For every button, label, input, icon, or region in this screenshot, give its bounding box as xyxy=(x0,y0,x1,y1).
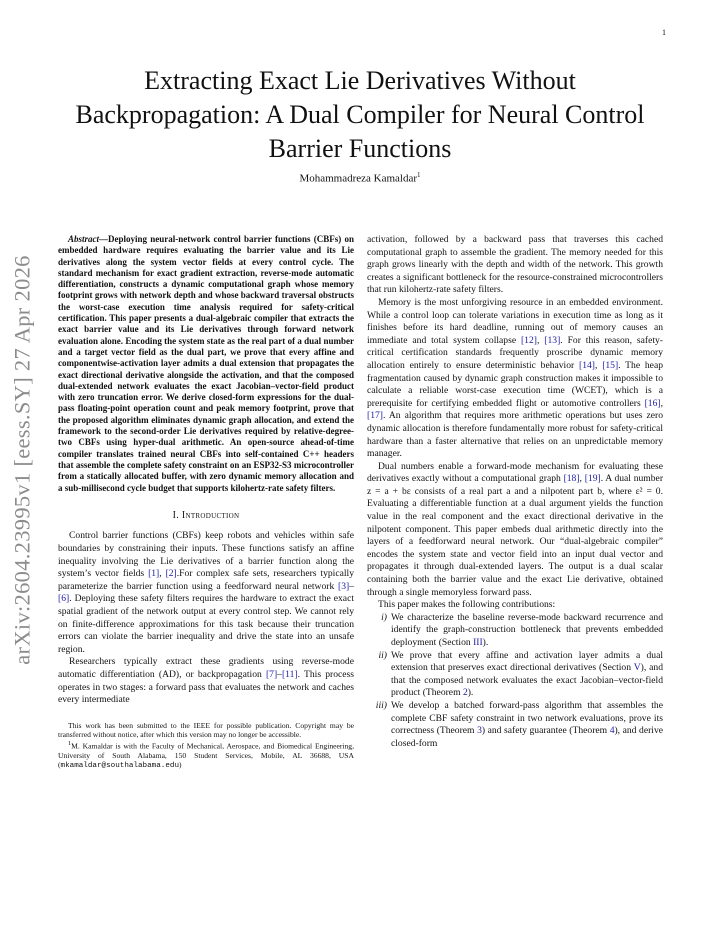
text-run: . Deploying these safety filters requires the hardware to extract the exact spatial gradient of the network output at every control step. We cannot rely on finite-difference approximations for this task because their truncation errors can violate the barrier inequality and drive the state into an unsafe region. xyxy=(58,593,354,655)
text-run: We prove that every affine and activation layer admits a dual extension that preserves exact directional derivatives (Section xyxy=(391,649,663,674)
footnote-affiliation xyxy=(58,739,354,771)
citation-link[interactable]: [18] xyxy=(563,473,580,485)
citation-link[interactable]: [3] xyxy=(338,580,350,592)
citation-link[interactable]: [2] xyxy=(165,568,177,580)
text-run: . For this reason, safety-critical certification standards frequently proscribe dynamic memory allocation entirely to ensure deterministic behavior xyxy=(367,334,663,371)
text-run: – xyxy=(349,580,354,592)
text-run: , xyxy=(579,473,585,485)
contribution-item xyxy=(367,612,663,650)
intro-paragraph-2-continued: activation, followed by a backward pass that traverses this cached computational graph to assemble the gradient. The memory needed for this graph grows linearly with the depth and width of the network. This growth creates a significant bottleneck for the resource-constrained microcontrollers that run kilohertz-rate safety filters. xyxy=(367,234,663,296)
text-run: ). xyxy=(467,687,474,699)
intro-paragraph-2 xyxy=(58,656,354,706)
theorem-link[interactable]: 3 xyxy=(477,725,482,737)
citation-link[interactable]: [11] xyxy=(281,668,298,680)
citation-link[interactable]: [7] xyxy=(265,668,278,680)
text-run: ) and safety guarantee (Theorem xyxy=(481,725,610,737)
text-run: ), and derive closed-form xyxy=(391,725,663,749)
contribution-item xyxy=(367,650,663,700)
text-run: – xyxy=(277,668,282,680)
abstract-text: —Deploying neural-network control barrier functions (CBFs) on embedded hardware requires evaluating the barrier value and its Lie derivatives along the system vector fields at every control cycle. The standard mechanism for exact gradient extraction, reverse-mode automatic differentiation, constructs a dynamic computational graph whose memory footprint grows with network depth and whose backward traversal obstructs the worst-case execution time analysis required for safety-critical certification. This paper presents a dual-algebraic compiler that extracts the exact barrier value and its Lie derivatives through forward network evaluation alone. Encoding the system state as the real part of a dual number and a target vector field as the dual part, we prove that every affine and componentwise-activation layer admits a dual extension that propagates the exact directional derivative alongside the activation, and that the composed dual-extended network evaluates the exact Jacobian–vector-field product with zero truncation error. We derive closed-form expressions for the dual-pass floating-point operation count and peak memory footprint, prove that the proposed algorithm eliminates dynamic graph allocation, and extend the framework to the second-order Lie derivatives required by relative-degree-two CBFs using hyper-dual arithmetic. An open-source ahead-of-time compiler translates trained neural CBFs into self-contained C++ headers that assemble the complete safety constraint on an ESP32-S3 microcontroller from a statically allocated buffer, with zero dynamic memory allocation and a sub-millisecond cycle budget that supports kilohertz-rate safety filters. xyxy=(58,234,354,493)
intro-paragraph-4 xyxy=(367,461,663,600)
intro-paragraph-1 xyxy=(58,530,354,656)
text-run: We develop a batched forward-pass algorithm that assembles the complete CBF safety constraint in two network evaluations, prove its correctness (Theorem xyxy=(391,699,663,737)
citation-link[interactable]: [13] xyxy=(544,334,561,346)
right-column xyxy=(367,234,663,750)
text-run: Memory is the most unforgiving resource in an embedded environment. While a control loop can tolerate variations in execution time as long as it finishes before its hard deadline, running out of memory causes an immediate and total system collapse xyxy=(367,296,663,346)
abstract-label: Abstract xyxy=(68,234,100,244)
text-run: . This process operates in two stages: a forward pass that evaluates the network and caches every intermediate xyxy=(58,668,354,706)
contribution-item xyxy=(367,700,663,750)
list-number: iii) xyxy=(375,699,387,711)
text-run: Dual numbers enable a forward-mode mechanism for evaluating these derivatives exactly without a computational graph xyxy=(367,460,663,485)
text-run: We characterize the baseline reverse-mode backward recurrence and identify the graph-construction bottleneck that prevents embedded deployment (Section xyxy=(391,611,663,648)
text-run: . An algorithm that requires more arithmetic operations but uses zero dynamic allocation is therefore fundamentally more robust for safety-critical hardware than a faster alternative that relies on an unpredictable memory manager. xyxy=(367,410,663,460)
citation-link[interactable]: [17] xyxy=(367,410,383,422)
citation-link[interactable]: [14] xyxy=(579,359,595,371)
intro-paragraph-5: This paper makes the following contributions: xyxy=(378,599,556,611)
list-number: i) xyxy=(381,611,387,623)
arxiv-stamp xyxy=(4,250,42,670)
author-line xyxy=(60,171,660,185)
author-name: Mohammadreza Kamaldar xyxy=(299,172,418,185)
citation-link[interactable]: [6] xyxy=(58,593,70,605)
citation-link[interactable]: [12] xyxy=(520,334,537,346)
text-run: M. Kamaldar is with the Faculty of Mechanical, Aerospace, and Biomedical Engineering, University of South Alabama, 150 Student Services, Mobile, AL 36688, USA ( xyxy=(58,741,354,770)
text-run: , xyxy=(536,334,545,346)
text-run: .For complex safe sets, researchers typically parameterize the barrier function using a feedforward neural network xyxy=(58,568,354,592)
list-number: ii) xyxy=(378,649,387,661)
abstract xyxy=(58,234,354,494)
citation-link[interactable]: [1] xyxy=(148,568,160,580)
citation-link[interactable]: [19] xyxy=(584,473,601,485)
text-run: , xyxy=(595,359,603,371)
citation-link[interactable]: [15] xyxy=(602,359,619,371)
theorem-link[interactable]: 2 xyxy=(462,687,468,699)
text-run: . The heap fragmentation caused by dynamic graph construction makes it impossible to calculate a reliable worst-case execution time (WCET), which is a prerequisite for certifying embedded flight or automotive controllers xyxy=(367,359,663,409)
contributions-list xyxy=(367,612,663,751)
text-run: , xyxy=(660,397,663,409)
text-run: ). xyxy=(482,637,489,648)
text-run: Control barrier functions (CBFs) keep robots and vehicles within safe boundaries by constraining their inputs. These functions satisfy an affine inequality involving the Lie derivatives of a barrier function along the system’s vector fields xyxy=(58,530,354,580)
text-run: , xyxy=(159,568,166,580)
section-link[interactable]: III xyxy=(473,637,483,648)
intro-paragraph-3 xyxy=(367,297,663,461)
theorem-link[interactable]: 4 xyxy=(609,725,615,737)
footnote-submission: This work has been submitted to the IEEE for possible publication. Copyright may be transferred without notice, after which this version may no longer be accessible. xyxy=(58,720,354,739)
text-run: Researchers typically extract these gradients using reverse-mode automatic differentiation (AD), or backpropagation xyxy=(58,656,354,680)
author-email[interactable]: mkamaldar@southalabama.edu xyxy=(60,762,180,771)
paper-title: Extracting Exact Lie Derivatives Without Backpropagation: A Dual Compiler for Neural Control Barrier Functions xyxy=(75,66,645,163)
left-column xyxy=(58,234,354,771)
text-run: ) xyxy=(179,760,182,770)
author-affiliation-mark: 1 xyxy=(417,171,421,179)
page-number: 1 xyxy=(662,28,666,37)
footnote-mark: 1 xyxy=(68,740,72,748)
section-heading-introduction: I. Introduction xyxy=(172,509,240,521)
citation-link[interactable]: [16] xyxy=(644,397,661,409)
arxiv-identifier: arXiv:2604.23995v1 [eess.SY] 27 Apr 2026 xyxy=(10,255,35,665)
text-run: . A dual number z = a + bε consists of a real part a and a nilpotent part b, where ε² = 0. Evaluating a differentiable function at a dual argument yields the function value in the real component and the exact directional derivative in the nilpotent component. This paper embeds dual arithmetic directly into the layers of a feedforward neural network. Our “dual-algebraic compiler” encodes the system state and vector field into an input dual vector and propagates it through dual-extended layers. The output is a dual scalar containing both the barrier value and the exact Lie derivative, obtained through a single memoryless forward pass. xyxy=(367,473,664,598)
text-run: ), and that the composed network evaluates the exact Jacobian–vector-field product (Theorem xyxy=(391,662,663,699)
footnotes xyxy=(58,721,354,772)
section-link[interactable]: V xyxy=(633,662,641,674)
